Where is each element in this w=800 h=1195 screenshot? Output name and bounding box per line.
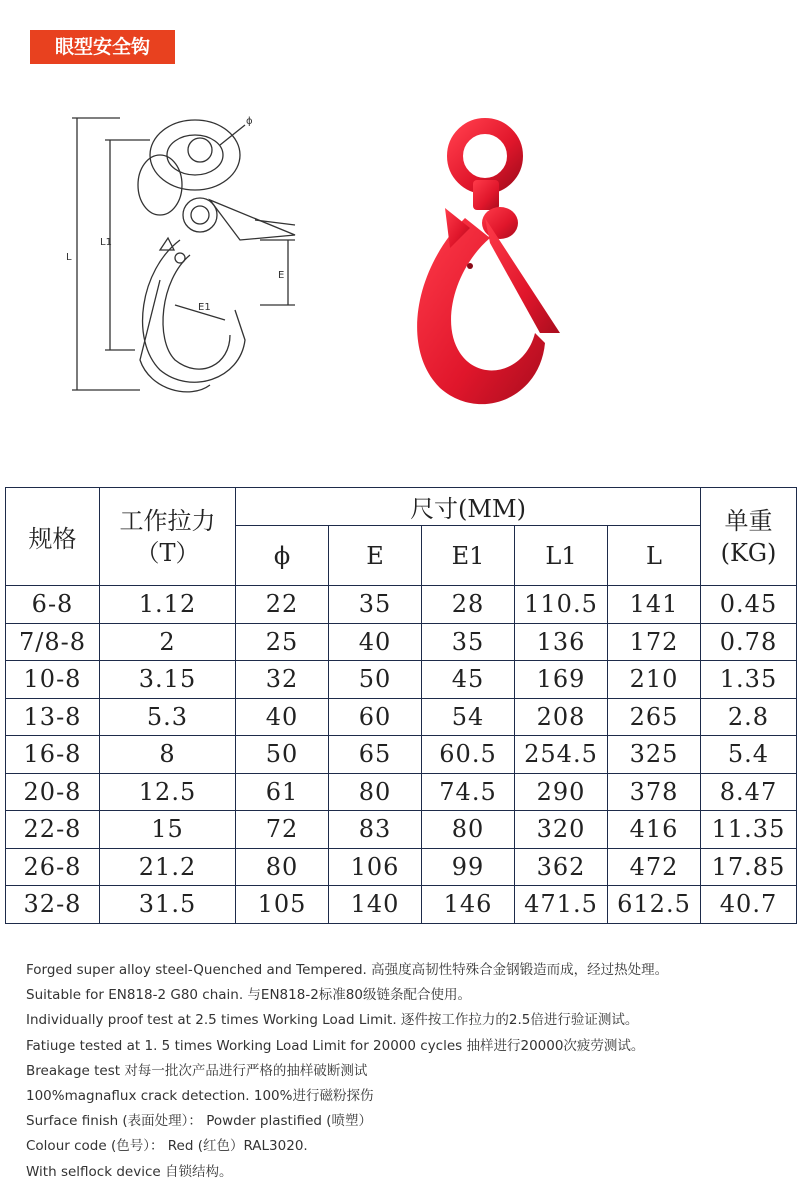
cell-l1: 110.5 <box>515 586 608 624</box>
note-line: Individually proof test at 2.5 times Working Load Limit. 逐件按工作拉力的2.5倍进行验证测试。 <box>26 1012 639 1029</box>
table-row <box>6 661 797 699</box>
cell-phi: 72 <box>236 811 329 849</box>
cell-l: 378 <box>608 773 701 811</box>
cell-e: 106 <box>329 848 422 886</box>
cell-phi: 105 <box>236 886 329 924</box>
cell-e1: 74.5 <box>422 773 515 811</box>
header-working-load <box>100 488 236 586</box>
note-line: With selflock device 自锁结构。 <box>26 1163 233 1180</box>
table-row <box>6 848 797 886</box>
cell-e1: 146 <box>422 886 515 924</box>
red-hook-product-image <box>395 118 595 418</box>
header-l: L <box>608 526 701 586</box>
table-row <box>6 623 797 661</box>
cell-e1: 28 <box>422 586 515 624</box>
cell-l: 210 <box>608 661 701 699</box>
cell-l1: 169 <box>515 661 608 699</box>
note-line: Forged super alloy steel-Quenched and Tempered. 高强度高韧性特殊合金钢锻造而成，经过热处理。 <box>26 962 669 978</box>
cell-spec: 7/8-8 <box>6 623 100 661</box>
cell-load: 15 <box>100 811 236 849</box>
cell-e1: 45 <box>422 661 515 699</box>
cell-e: 140 <box>329 886 422 924</box>
header-unit-weight-title: 单重 <box>724 506 773 535</box>
cell-spec: 26-8 <box>6 848 100 886</box>
cell-load: 21.2 <box>100 848 236 886</box>
cell-l: 612.5 <box>608 886 701 924</box>
cell-l: 416 <box>608 811 701 849</box>
hook-technical-drawing <box>60 110 310 410</box>
cell-e: 65 <box>329 736 422 774</box>
cell-load: 31.5 <box>100 886 236 924</box>
cell-l: 325 <box>608 736 701 774</box>
dim-label-E: E <box>278 270 285 281</box>
cell-phi: 32 <box>236 661 329 699</box>
cell-e: 60 <box>329 698 422 736</box>
header-unit-weight <box>701 488 797 586</box>
cell-weight: 11.35 <box>701 811 797 849</box>
cell-weight: 0.45 <box>701 586 797 624</box>
cell-phi: 50 <box>236 736 329 774</box>
cell-e1: 60.5 <box>422 736 515 774</box>
cell-l: 172 <box>608 623 701 661</box>
cell-l1: 136 <box>515 623 608 661</box>
cell-l1: 471.5 <box>515 886 608 924</box>
header-e1: E1 <box>422 526 515 586</box>
cell-weight: 40.7 <box>701 886 797 924</box>
cell-l1: 320 <box>515 811 608 849</box>
header-l1: L1 <box>515 526 608 586</box>
table-row <box>6 773 797 811</box>
cell-spec: 13-8 <box>6 698 100 736</box>
cell-l: 141 <box>608 586 701 624</box>
cell-l: 265 <box>608 698 701 736</box>
header-phi: ϕ <box>236 526 329 586</box>
cell-spec: 20-8 <box>6 773 100 811</box>
cell-e1: 54 <box>422 698 515 736</box>
cell-e: 80 <box>329 773 422 811</box>
cell-e1: 99 <box>422 848 515 886</box>
cell-phi: 80 <box>236 848 329 886</box>
cell-weight: 0.78 <box>701 623 797 661</box>
cell-phi: 40 <box>236 698 329 736</box>
cell-load: 3.15 <box>100 661 236 699</box>
cell-e1: 35 <box>422 623 515 661</box>
note-line: Colour code (色号）： Red (红色）RAL3020. <box>26 1138 308 1155</box>
cell-load: 2 <box>100 623 236 661</box>
dim-label-L1: L1 <box>100 237 112 248</box>
cell-load: 8 <box>100 736 236 774</box>
cell-l1: 362 <box>515 848 608 886</box>
cell-e: 40 <box>329 623 422 661</box>
header-dimensions: 尺寸(MM) <box>236 488 701 526</box>
table-row <box>6 698 797 736</box>
product-notes <box>26 958 786 1185</box>
cell-e: 50 <box>329 661 422 699</box>
cell-phi: 25 <box>236 623 329 661</box>
cell-l1: 208 <box>515 698 608 736</box>
cell-spec: 16-8 <box>6 736 100 774</box>
cell-weight: 2.8 <box>701 698 797 736</box>
header-working-load-title: 工作拉力 <box>119 506 216 535</box>
cell-e: 35 <box>329 586 422 624</box>
cell-weight: 1.35 <box>701 661 797 699</box>
cell-l1: 254.5 <box>515 736 608 774</box>
cell-weight: 17.85 <box>701 848 797 886</box>
cell-load: 5.3 <box>100 698 236 736</box>
cell-spec: 10-8 <box>6 661 100 699</box>
cell-l1: 290 <box>515 773 608 811</box>
cell-spec: 32-8 <box>6 886 100 924</box>
header-e: E <box>329 526 422 586</box>
note-line: Fatiuge tested at 1. 5 times Working Load Limit for 20000 cycles 抽样进行20000次疲劳测试。 <box>26 1037 645 1054</box>
table-row <box>6 586 797 624</box>
dim-label-phi: ϕ <box>246 116 253 127</box>
table-row <box>6 811 797 849</box>
header-working-load-unit: （T） <box>135 538 200 567</box>
specification-table <box>5 487 797 924</box>
dim-label-L: L <box>66 252 72 263</box>
cell-spec: 22-8 <box>6 811 100 849</box>
cell-weight: 5.4 <box>701 736 797 774</box>
cell-e1: 80 <box>422 811 515 849</box>
cell-phi: 22 <box>236 586 329 624</box>
cell-l: 472 <box>608 848 701 886</box>
header-unit-weight-unit: (KG) <box>720 538 777 567</box>
note-line: Breakage test 对每一批次产品进行严格的抽样破断测试 <box>26 1062 368 1079</box>
cell-load: 1.12 <box>100 586 236 624</box>
table-row <box>6 736 797 774</box>
note-line: Surface finish (表面处理）： Powder plastified (喷塑） <box>26 1113 373 1130</box>
cell-load: 12.5 <box>100 773 236 811</box>
table-row <box>6 886 797 924</box>
cell-spec: 6-8 <box>6 586 100 624</box>
note-line: 100%magnaflux crack detection. 100%进行磁粉探伤 <box>26 1087 374 1104</box>
page-title-badge: 眼型安全钩 <box>30 30 175 64</box>
note-line: Suitable for EN818-2 G80 chain. 与EN818-2标准80级链条配合使用。 <box>26 987 471 1004</box>
cell-weight: 8.47 <box>701 773 797 811</box>
cell-e: 83 <box>329 811 422 849</box>
header-spec: 规格 <box>6 488 100 586</box>
dim-label-E1: E1 <box>198 302 211 313</box>
cell-phi: 61 <box>236 773 329 811</box>
